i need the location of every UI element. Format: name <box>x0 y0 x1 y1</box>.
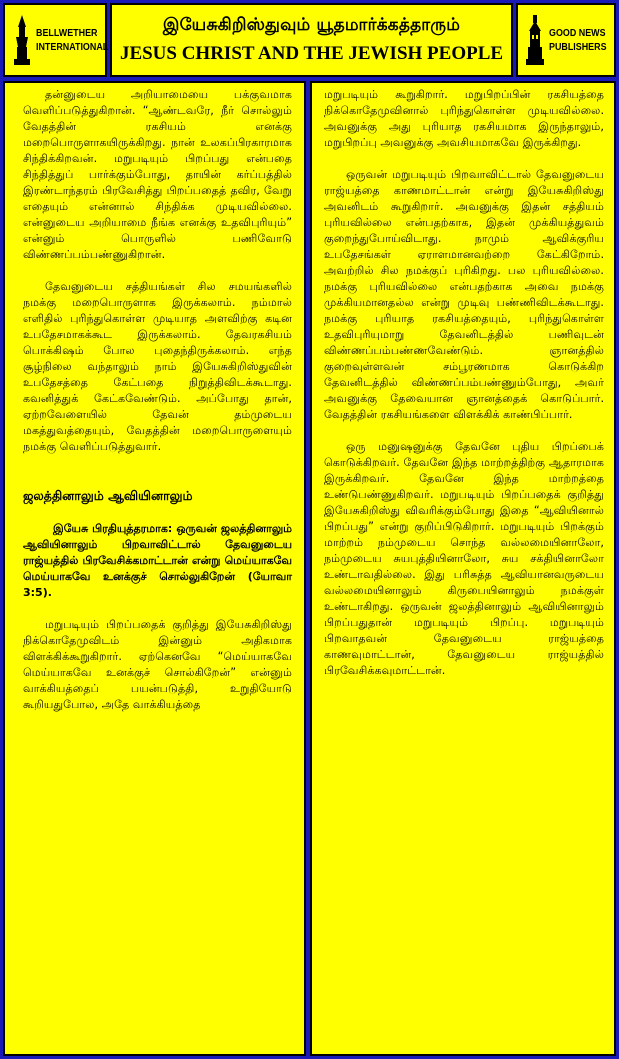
left-paragraph-2: தேவனுடைய சத்தியங்கள் சில சமயங்களில் நமக்கு மறைபொருளாக இருக்கலாம். நம்மால் எளிதில் புரிந்துகொள்ள முடியாத அளவிற்கு கடின உபதேசமாகக்கூட இருக்கலாம். தேவரகசியம் பொக்கிஷம் போல புதைந்திருக்கலாம். எந்த சூழ்நிலை வந்தாலும் நாம் இயேசுகிறிஸ்துவின் உபதேசத்தை கேட்பதை நிறுத்திவிடக்கூடாது. கவனித்துக் கேட்கவேண்டும். அப்போது தான், ஏற்றவேளையில் தேவன் தம்முடைய மகத்துவத்தையும், வேதத்தின் மறைபொருளையும் நமக்கு வெளிப்படுத்துவார். <box>23 280 292 453</box>
title-english: JESUS CHRIST AND THE JEWISH PEOPLE <box>119 43 504 64</box>
right-paragraph-2: ஒருவன் மறுபடியும் பிறவாவிட்டால் தேவனுடைய ராஜ்யத்தை காணமாட்டான் என்று இயேசுகிறிஸ்து அவனிடம் கூறுகிறார். அவனுக்கு இதன் சத்தியம் புரியவில்லை என்பதற்காக, இதன் முக்கியத்துவம் குறைந்துபோய்விடாது. நாமும் ஆவிக்குரிய உபதேசங்கள் ஏராளமானவற்றை கேட்கிறோம். அவற்றில் சில நமக்குப் புரிகிறது. பல புரியவில்லை. நமக்கு புரியவில்லை என்பதற்காக அவை நமக்கு முக்கியமானதல்ல என்று முடிவு பண்ணிவிடக்கூடாது. நமக்கு புரியாத ரகசியத்தையும், புரிந்துகொள்ள உதவிபுரியுமாறு தேவனிடத்தில் பணிவுடன் விண்ணப்பம்பண்ணவேண்டும். ஞானத்தில் குறைவுள்ளவன் சம்பூரணமாக கொடுக்கிற தேவனிடத்தில் விண்ணப்பம்பண்ணும்போது, அவர் அவனுக்கு தேவையான ஞானத்தைக் கொடுப்பார். வேதத்தின் ரகசியங்களை விளக்கிக் காண்பிப்பார். <box>324 168 604 421</box>
bellwether-bell-tower-icon <box>11 13 33 67</box>
left-paragraph-1: தன்னுடைய அறியாமையை பக்குவமாக வெளிப்படுத்துகிறான். “ஆண்டவரே, நீர் சொல்லும் வேதத்தின் ரகசியம் எனக்கு மறைபொருளாகயிருக்கிறது. நான் உலகப்பிரகாரமாக சிந்திக்கிறவன். மறுபடியும் பிறப்பது என்பதை சிந்தித்துப் பார்க்கும்போது, தாயின் கர்ப்பத்தில் இரண்டாந்தரம் பிரவேசித்து பிறப்பதைத் தவிர, வேறு எதையும் என்னால் சிந்திக்க முடியவில்லை. என்னுடைய அறியாமை நீங்க எனக்கு உதவிபுரியும்” என்னும் பொருளில் பணிவோடு விண்ணப்பம்பண்ணுகிறான். <box>23 88 292 261</box>
good-news-line1: GOOD NEWS <box>549 27 606 39</box>
bellwether-line1: BELLWETHER <box>36 27 98 39</box>
bellwether-line2: INTERNATIONAL <box>36 41 109 53</box>
right-paragraph-3: ஒரு மனுஷனுக்கு தேவனே புதிய பிறப்பைக் கொடுக்கிறவர். தேவனே இந்த மாற்றத்திற்கு ஆதாரமாக இருக்கிறவர். தேவனே இந்த மாற்றத்தை உண்டுபண்ணுகிறவர். மறுபடியும் பிறப்பதைக் குறித்து இயேசுகிறிஸ்து விவரிக்கும்போது இதை “ஆவியினால் பிறப்பது” என்று குறிப்பிடுகிறார். மறுபடியும் பிறக்கும் மாற்றம் நம்முடைய சொந்த வல்லமையினாலோ, நம்முடைய சுயபுத்தியினாலோ, சுய சக்தியினாலோ உண்டாவதில்லை. இது பரிசுத்த ஆவியானவருடைய வல்லமையினாலும் கிருபையினாலும் நமக்குள் உண்டாகிறது. ஒருவன் ஜலத்தினாலும் ஆவியினாலும் பிறப்பதுதான் மறுபடியும் பிறப்பு. மறுபடியும் பிறவாதவன் தேவனுடைய ராஜ்யத்தை காணவுமாட்டான், தேவனுடைய ராஜ்யத்தில் பிரவேசிக்கவுமாட்டான். <box>324 440 604 677</box>
good-news-logo[interactable] <box>516 3 616 77</box>
left-paragraph-3: மறுபடியும் பிறப்பதைக் குறித்து இயேசுகிறிஸ்து நிக்கொதேமுவிடம் இன்னும் அதிகமாக விளக்கிக்கூறுகிறார். ஏற்கெனவே “மெய்யாகவே மெய்யாகவே உனக்குச் சொல்கிறேன்” என்னும் வாக்கியத்தைப் பயன்படுத்தி, உறுதியோடு கூறியதுபோல, அதே வாக்கியத்தை <box>23 618 292 711</box>
good-news-tower-icon <box>524 13 546 67</box>
title-tamil: இயேசுகிறிஸ்துவும் யூதமார்க்கத்தாரும் <box>162 15 461 35</box>
left-column <box>3 81 306 1056</box>
good-news-line2: PUBLISHERS <box>549 41 607 53</box>
header <box>3 3 616 77</box>
bellwether-logo[interactable] <box>3 3 107 77</box>
title-banner <box>110 3 513 77</box>
section-heading: ஜலத்தினாலும் ஆவியினாலும் <box>23 488 193 503</box>
scripture-verse: இயேசு பிரதியுத்தரமாக: ஒருவன் ஜலத்தினாலும் ஆவியினாலும் பிறவாவிட்டால் தேவனுடைய ராஜ்யத்தில் பிரவேசிக்கமாட்டான் என்று மெய்யாகவே மெய்யாகவே உனக்குச் சொல்லுகிறேன் (யோவா 3:5). <box>23 522 292 599</box>
right-column <box>310 81 616 1056</box>
right-paragraph-1: மறுபடியும் கூறுகிறார். மறுபிறப்பின் ரகசியத்தை நிக்கொதேமுவினால் புரிந்துகொள்ள முடியவில்லை. அவனுக்கு அது புரியாத ரகசியமாக இருந்தாலும், மறுபிறப்பு அவனுக்கு அவசியமாகவே இருக்கிறது. <box>324 88 604 149</box>
